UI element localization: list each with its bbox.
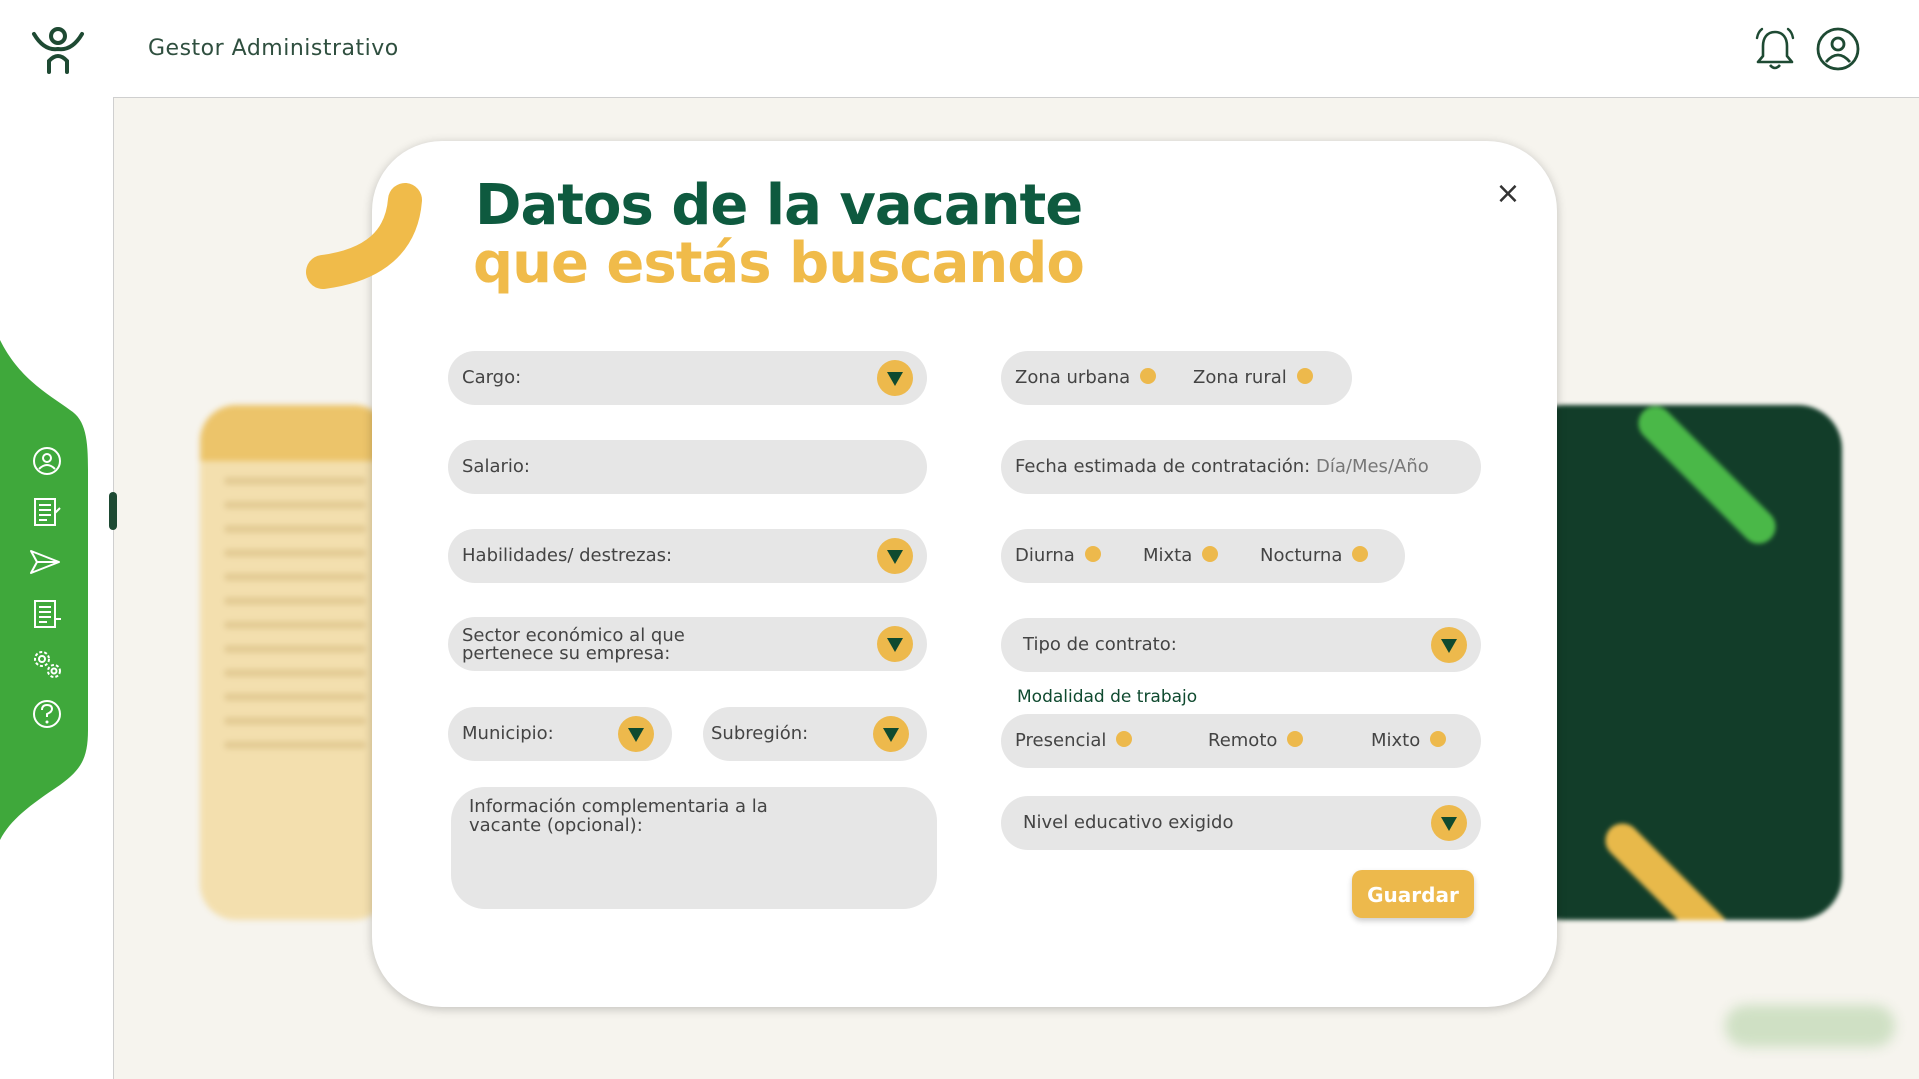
fecha-label: Fecha estimada de contratación: Día/Mes/Año [1015, 456, 1429, 477]
save-button[interactable]: Guardar [1352, 870, 1474, 918]
user-circle-icon[interactable] [1815, 26, 1861, 72]
document-list-icon[interactable] [30, 495, 64, 529]
nivel-educativo-select[interactable] [1001, 796, 1481, 850]
cargo-label: Cargo: [462, 367, 522, 388]
zona-option-rural[interactable]: Zona rural [1193, 351, 1333, 405]
chevron-down-icon[interactable] [873, 716, 909, 752]
sector-label: Sector económico al que pertenece su empresa: [462, 625, 685, 664]
sector-select[interactable] [448, 617, 927, 671]
sidebar-background [0, 340, 90, 840]
settings-gears-icon[interactable] [30, 647, 64, 681]
jornada-option-mixta[interactable]: Mixta [1143, 529, 1238, 583]
habilidades-select[interactable] [448, 529, 927, 583]
zona-radio-group [1001, 351, 1352, 405]
top-bar [0, 0, 1919, 98]
subregion-select[interactable] [703, 707, 927, 761]
salario-input[interactable] [448, 440, 927, 494]
help-icon[interactable] [30, 697, 64, 731]
modal-title-line1: Datos de la vacante [475, 173, 1083, 238]
radio-dot[interactable] [1202, 546, 1218, 562]
modalidad-section-label: Modalidad de trabajo [1017, 687, 1198, 707]
salario-label: Salario: [462, 456, 530, 477]
habilidades-label: Habilidades/ destrezas: [462, 545, 673, 566]
app-title: Gestor Administrativo [148, 36, 399, 61]
document-list-icon[interactable] [30, 597, 64, 631]
background-card-right [1520, 405, 1842, 920]
tipo-contrato-label: Tipo de contrato: [1023, 634, 1177, 655]
tipo-contrato-select[interactable] [1001, 618, 1481, 672]
chevron-down-icon[interactable] [1431, 627, 1467, 663]
info-textarea[interactable] [451, 787, 937, 909]
chevron-down-icon[interactable] [618, 716, 654, 752]
chevron-down-icon[interactable] [877, 626, 913, 662]
radio-dot[interactable] [1297, 368, 1313, 384]
chevron-down-icon[interactable] [877, 360, 913, 396]
send-icon[interactable] [28, 545, 62, 579]
cargo-select[interactable] [448, 351, 927, 405]
app-logo-icon[interactable] [30, 25, 86, 75]
modalidad-option-remoto[interactable]: Remoto [1208, 714, 1323, 768]
jornada-option-diurna[interactable]: Diurna [1015, 529, 1121, 583]
close-icon[interactable]: × [1495, 176, 1521, 211]
modalidad-option-mixto[interactable]: Mixto [1371, 714, 1466, 768]
modalidad-option-presencial[interactable]: Presencial [1015, 714, 1152, 768]
user-circle-icon[interactable] [30, 444, 64, 478]
bell-icon[interactable] [1752, 26, 1798, 72]
jornada-radio-group [1001, 529, 1405, 583]
radio-dot[interactable] [1287, 731, 1303, 747]
radio-dot[interactable] [1116, 731, 1132, 747]
decorative-swoosh [305, 182, 425, 297]
chevron-down-icon[interactable] [877, 538, 913, 574]
radio-dot[interactable] [1352, 546, 1368, 562]
nivel-educativo-label: Nivel educativo exigido [1023, 812, 1234, 833]
radio-dot[interactable] [1140, 368, 1156, 384]
radio-dot[interactable] [1085, 546, 1101, 562]
municipio-select[interactable] [448, 707, 672, 761]
background-card-left [200, 405, 390, 920]
subregion-label: Subregión: [711, 723, 809, 744]
info-label: Información complementaria a la vacante (opcional): [469, 796, 768, 836]
modal-title-line2: que estás buscando [473, 231, 1084, 296]
zona-option-urbana[interactable]: Zona urbana [1015, 351, 1176, 405]
fecha-placeholder: Día/Mes/Año [1316, 456, 1429, 477]
sidebar-collapse-handle[interactable] [109, 492, 117, 530]
fecha-input[interactable] [1001, 440, 1481, 494]
chevron-down-icon[interactable] [1431, 805, 1467, 841]
modalidad-radio-group [1001, 714, 1481, 768]
radio-dot[interactable] [1430, 731, 1446, 747]
background-badge [1725, 1005, 1895, 1047]
jornada-option-nocturna[interactable]: Nocturna [1260, 529, 1388, 583]
municipio-label: Municipio: [462, 723, 554, 744]
